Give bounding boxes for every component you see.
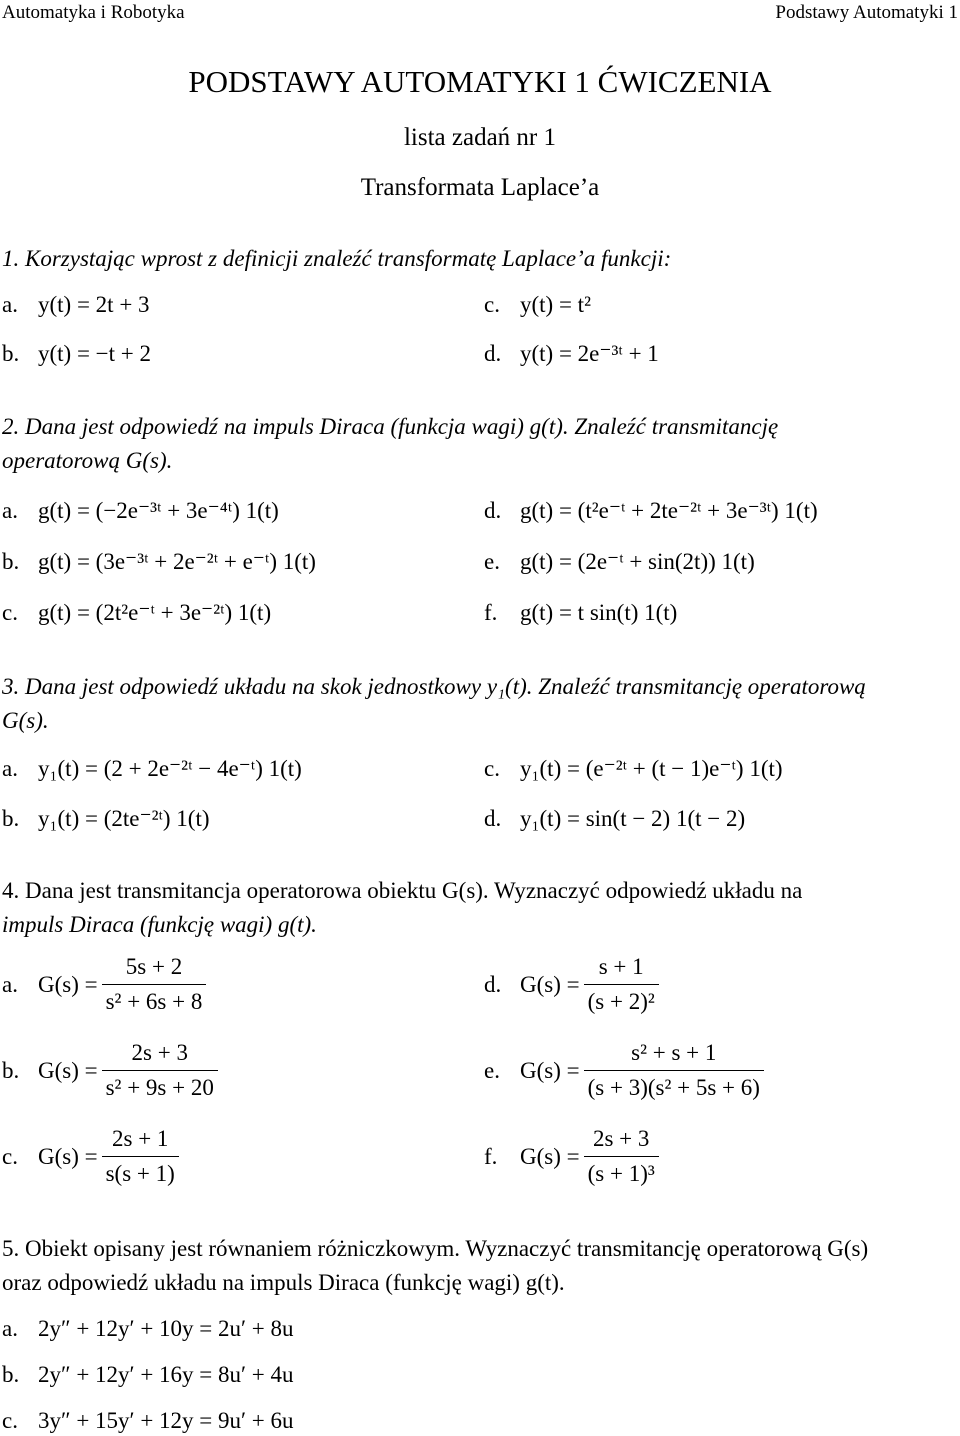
fraction: $\frac{2s + 3}{\text{s² + 9s + 20}}$ xyxy=(102,1036,218,1105)
task3-text-line1: 3. Dana jest odpowiedź układu na skok jednostkowy y₁(t). Znaleźć transmitancję operatorową xyxy=(2,674,866,699)
page-subtitle-2: Transformata Laplace’a xyxy=(360,174,600,201)
task3-text-line2: G(s). xyxy=(2,708,49,733)
task4-item-f: f. G(s) = $\frac{2s + 3}{\text{(s + 1)³}}$ xyxy=(484,1122,663,1191)
task4-text-line2: impuls Diraca (funkcję wagi) g(t). xyxy=(2,912,317,937)
task3-item-a: a. y₁(t) = (2 + 2e⁻²ᵗ − 4e⁻ᵗ) 1(t) xyxy=(2,756,302,781)
task1-item-a: a. y(t) = 2t + 3 xyxy=(2,292,150,317)
fraction: $\frac{2s + 1}{s(s + 1)}$ xyxy=(102,1122,179,1191)
task2-item-c: c. g(t) = (2t²e⁻ᵗ + 3e⁻²ᵗ) 1(t) xyxy=(2,600,272,625)
task5-item-a: a. 2y″ + 12y′ + 10y = 2u′ + 8u xyxy=(2,1316,294,1341)
task2-text-line2: operatorową G(s). xyxy=(2,448,173,473)
task2-item-e: e. g(t) = (2e⁻ᵗ + sin(2t)) 1(t) xyxy=(484,549,755,574)
task1-item-d: d. y(t) = 2e⁻³ᵗ + 1 xyxy=(484,341,659,366)
task5-item-b: b. 2y″ + 12y′ + 16y = 8u′ + 4u xyxy=(2,1362,294,1387)
page-subtitle: lista zadań nr 1 xyxy=(403,124,557,151)
task1-item-c: c. y(t) = t² xyxy=(484,292,591,317)
task5-item-c: c. 3y″ + 15y′ + 12y = 9u′ + 6u xyxy=(2,1408,294,1433)
fraction: $\frac{5s + 2}{\text{s² + 6s + 8}}$ xyxy=(102,950,207,1019)
task3-item-c: c. y₁(t) = (e⁻²ᵗ + (t − 1)e⁻ᵗ) 1(t) xyxy=(484,756,783,781)
header-right: Podstawy Automatyki 1 xyxy=(775,2,958,23)
task2-item-d: d. g(t) = (t²e⁻ᵗ + 2te⁻²ᵗ + 3e⁻³ᵗ) 1(t) xyxy=(484,498,818,523)
task5-text-line1: 5. Obiekt opisany jest równaniem różniczkowym. Wyznaczyć transmitancję operatorową G(s) xyxy=(2,1236,869,1261)
task4-item-a: a. G(s) = $\frac{5s + 2}{\text{s² + 6s + 8}}$ xyxy=(2,950,210,1019)
task4-item-c: c. G(s) = $\frac{2s + 1}{s(s + 1)}$ xyxy=(2,1122,183,1191)
task2-item-a: a. g(t) = (−2e⁻³ᵗ + 3e⁻⁴ᵗ) 1(t) xyxy=(2,498,279,523)
task3-item-b: b. y₁(t) = (2te⁻²ᵗ) 1(t) xyxy=(2,806,210,831)
task4-text-line1: 4. Dana jest transmitancja operatorowa obiektu G(s). Wyznaczyć odpowiedź układu na xyxy=(2,878,803,903)
task4-item-b: b. G(s) = $\frac{2s + 3}{\text{s² + 9s + 20}}$ xyxy=(2,1036,222,1105)
task3-item-d: d. y₁(t) = sin(t − 2) 1(t − 2) xyxy=(484,806,746,831)
task4-item-e: e. G(s) = $\frac{\text{s² + s + 1}}{\text{(s + 3)(s² + 5s + 6)}}$ xyxy=(484,1036,768,1105)
task5-text-line2: oraz odpowiedź układu na impuls Diraca (funkcję wagi) g(t). xyxy=(2,1270,565,1295)
task2-item-f: f. g(t) = t sin(t) 1(t) xyxy=(484,600,678,625)
page-title: PODSTAWY AUTOMATYKI 1 ĆWICZENIA xyxy=(188,64,772,99)
task1-item-b: b. y(t) = −t + 2 xyxy=(2,341,152,366)
task2-text-line1: 2. Dana jest odpowiedź na impuls Diraca (funkcja wagi) g(t). Znaleźć transmitancję xyxy=(2,414,779,439)
header-left: Automatyka i Robotyka xyxy=(2,2,185,23)
task4-item-d: d. G(s) = $\frac{s + 1}{\text{(s + 2)²}}$ xyxy=(484,950,663,1019)
task2-item-b: b. g(t) = (3e⁻³ᵗ + 2e⁻²ᵗ + e⁻ᵗ) 1(t) xyxy=(2,549,316,574)
task1-text: 1. Korzystając wprost z definicji znaleźć transformatę Laplace’a funkcji: xyxy=(2,246,672,271)
fraction: $\frac{\text{s² + s + 1}}{\text{(s + 3)(s² + 5s + 6)}}$ xyxy=(584,1036,764,1105)
fraction: $\frac{2s + 3}{\text{(s + 1)³}}$ xyxy=(584,1122,659,1191)
fraction: $\frac{s + 1}{\text{(s + 2)²}}$ xyxy=(584,950,659,1019)
